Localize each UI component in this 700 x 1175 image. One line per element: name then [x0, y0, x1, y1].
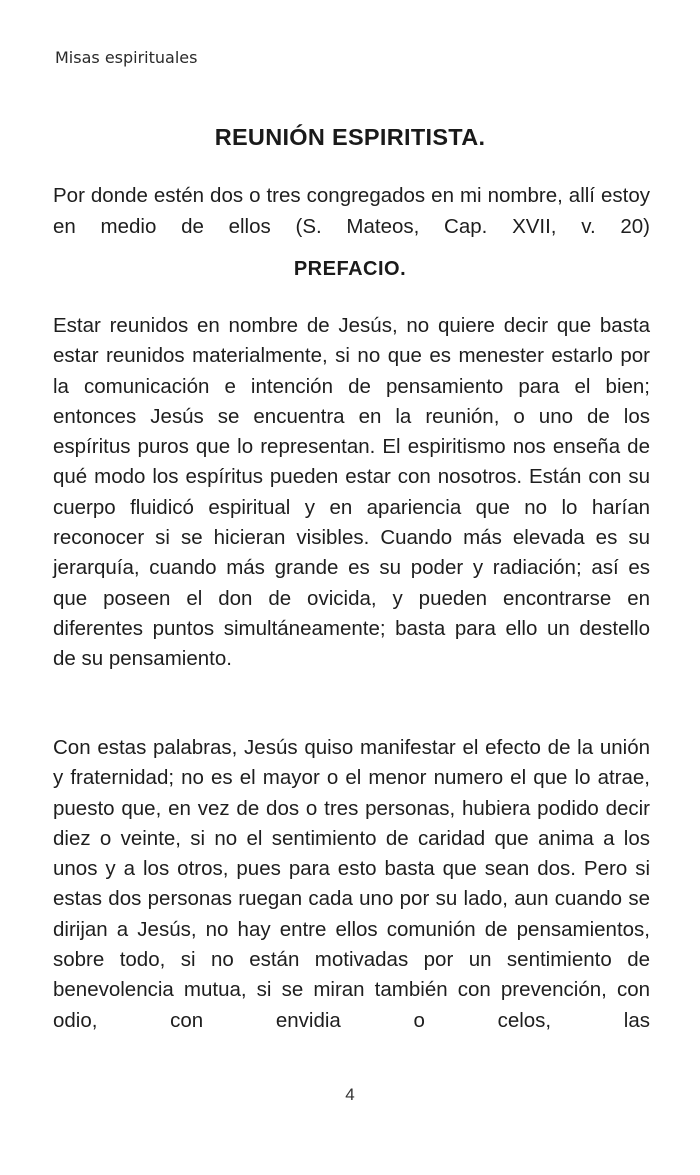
- page-number: 4: [345, 1085, 355, 1104]
- section-subtitle: PREFACIO.: [293, 258, 407, 280]
- running-head: Misas espirituales: [55, 48, 198, 67]
- chapter-title: REUNIÓN ESPIRITISTA.: [214, 124, 486, 150]
- body-paragraph-1: Estar reunidos en nombre de Jesús, no quiere decir que basta estar reunidos materialmente, si no que es menester estarlo por la comunicación e intención de pensamiento para el bien; entonces Jesús se encuentra en la reunión, o uno de los espíritus puros que lo representan. El espiritismo nos enseña de qué modo los espíritus pueden estar con nosotros. Están con su cuerpo fluidicó espiritual y en apariencia que no lo harían reconocer si se hicieran visibles. Cuando más elevada es su jerarquía, cuando más grande es su poder y radiación; así es que poseen el don de ovicida, y pueden encontrarse en diferentes puntos simultáneamente; basta para ello un destello de su pensamiento.: [53, 314, 650, 671]
- epigraph: Por donde estén dos o tres congregados en mi nombre, allí estoy en medio de ellos (S. Mateos, Cap. XVII, v. 20): [53, 184, 650, 238]
- body-paragraph-2: Con estas palabras, Jesús quiso manifestar el efecto de la unión y fraternidad; no es el mayor o el menor numero el que lo atrae, puesto que, en vez de dos o tres personas, hubiera podido decir diez o veinte, si no el sentimiento de caridad que anima a los unos y a los otros, pues para esto basta que sean dos. Pero si estas dos personas ruegan cada uno por su lado, aun cuando se dirijan a Jesús, no hay entre ellos comunión de pensamientos, sobre todo, si no están motivadas por un sentimiento de benevolencia mutua, si se miran también con prevención, con odio, con envidia o celos, las: [53, 736, 650, 1032]
